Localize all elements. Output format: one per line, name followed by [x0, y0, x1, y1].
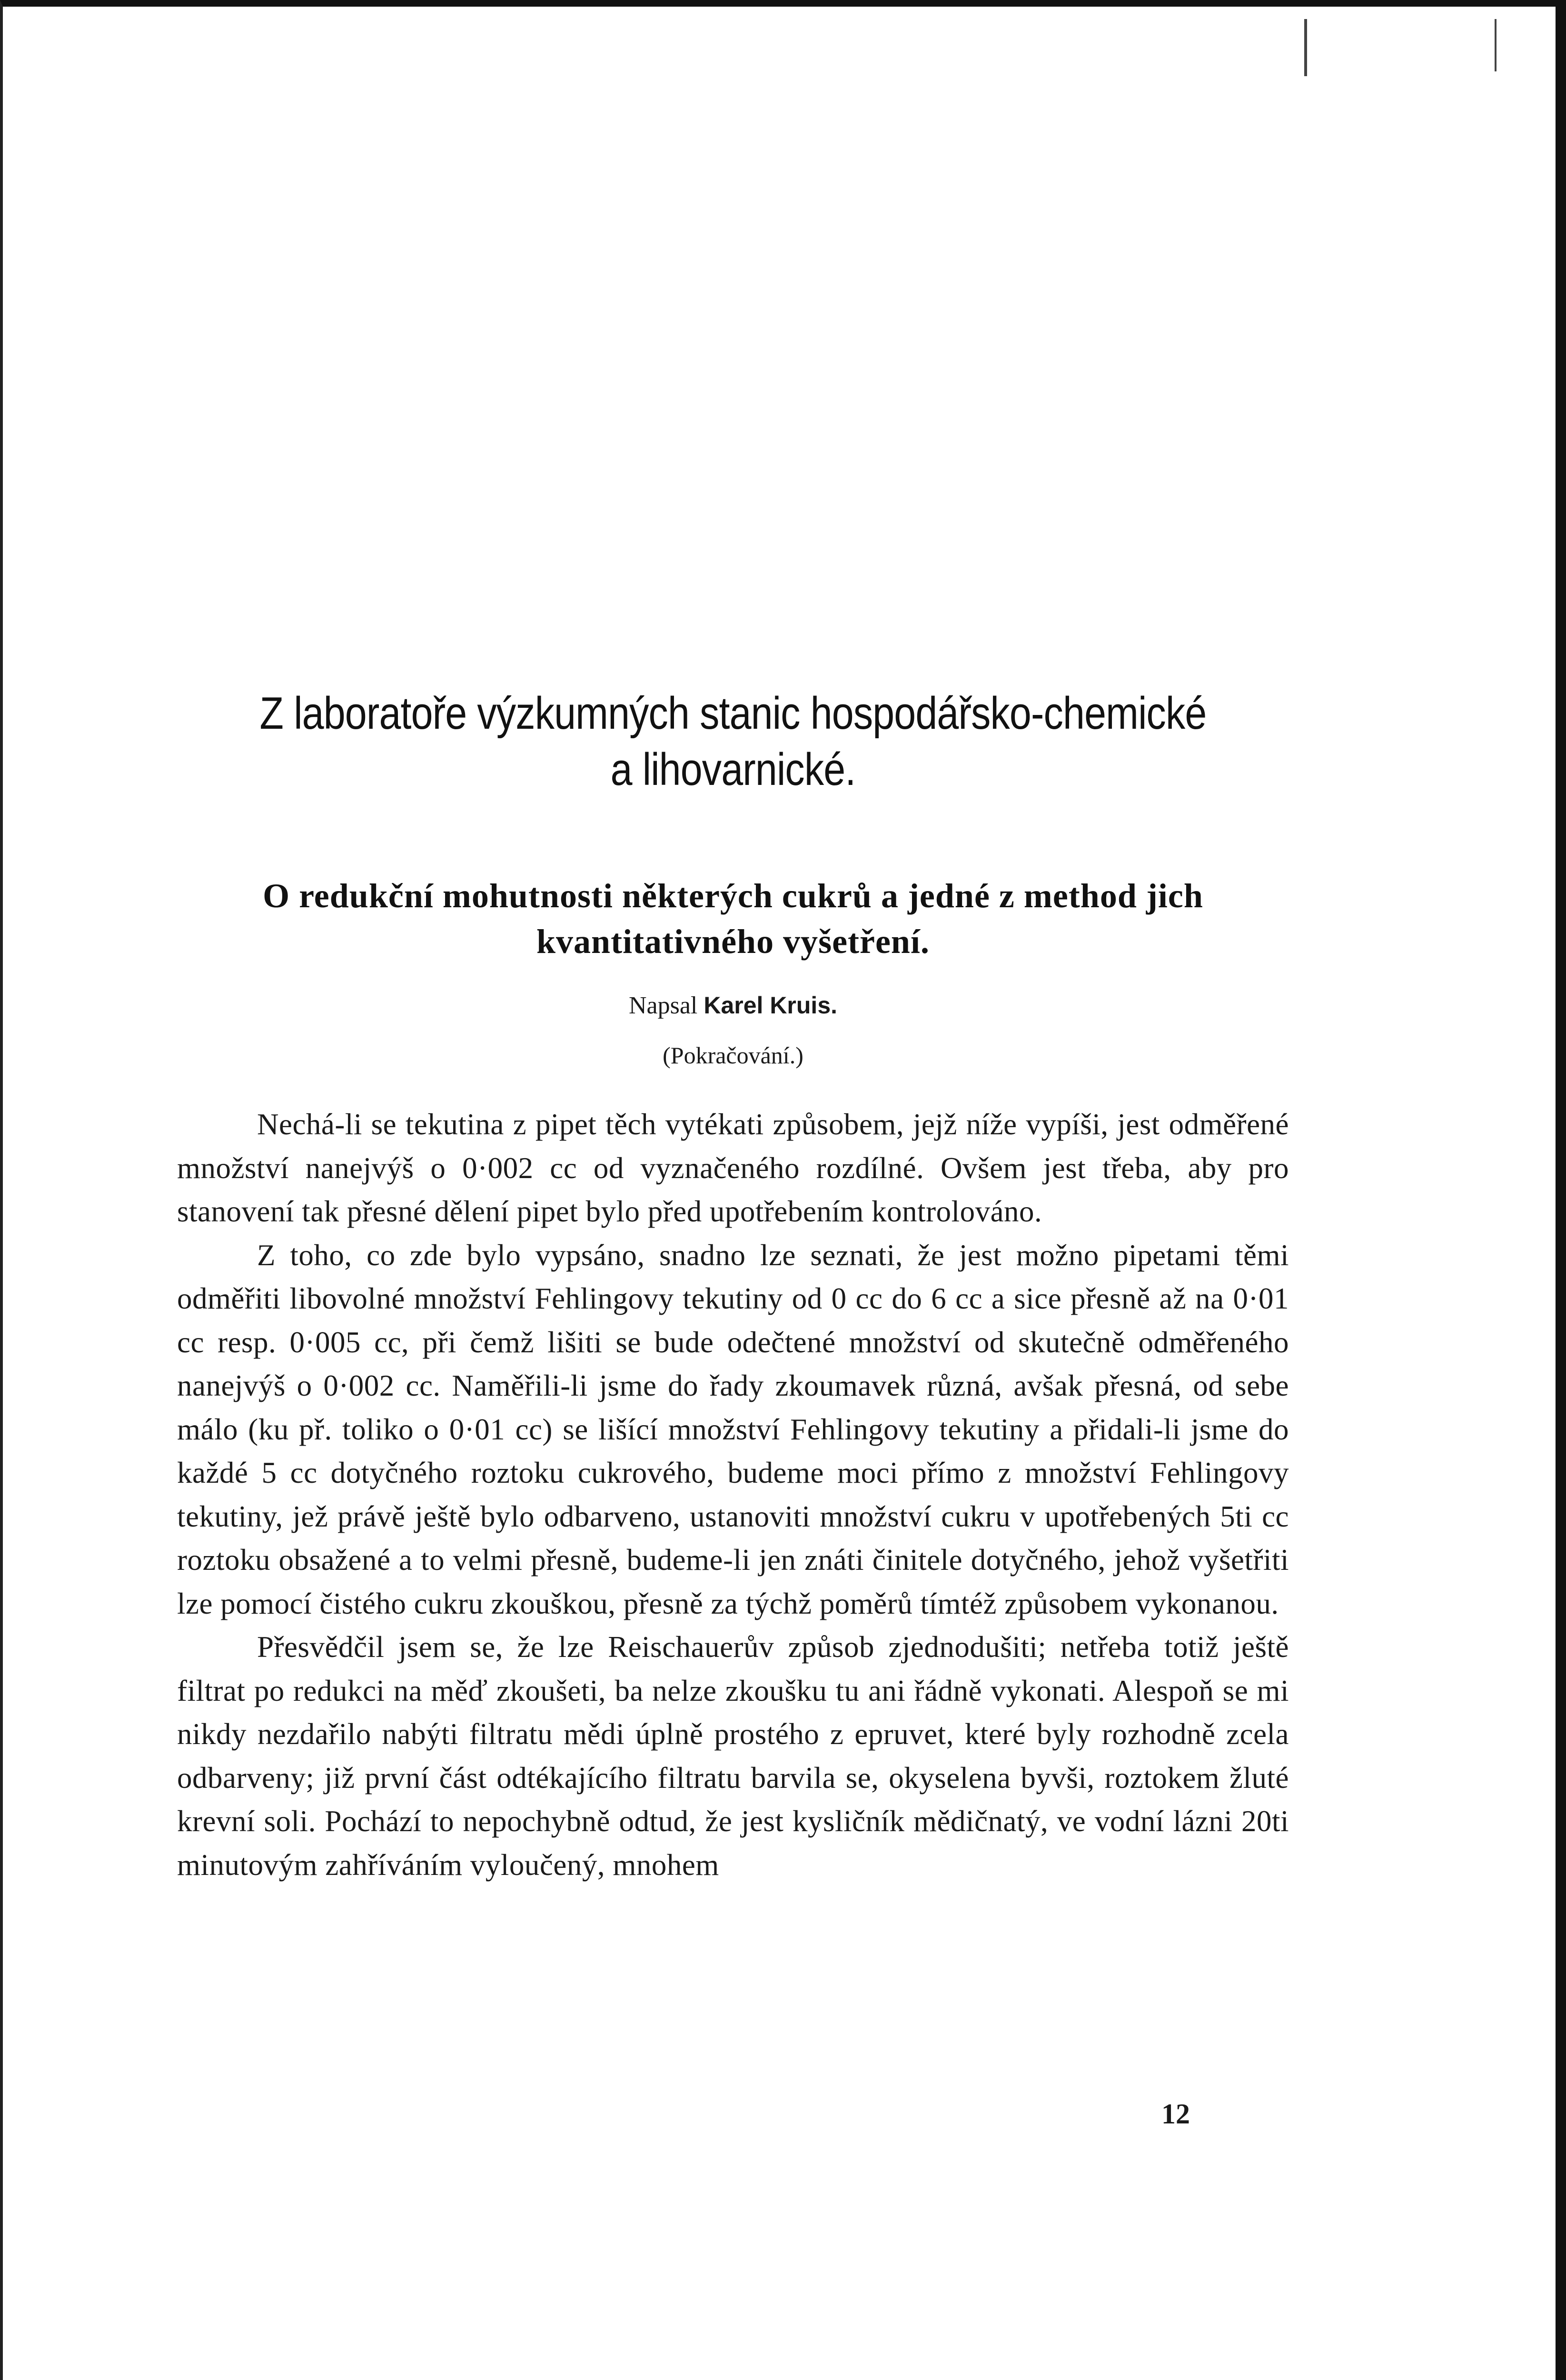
paragraph: Nechá-li se tekutina z pipet těch vytékati způsobem, jejž níže vypíši, jest odměřené množství nanejvýš o 0·002 cc od vyznačeného rozdílné. Ovšem jest třeba, aby pro stanovení tak přesné dělení pipet bylo před upotřebením kontrolováno. [177, 1108, 1289, 1228]
scan-artifact-mark [1495, 19, 1497, 71]
paragraph: Přesvědčil jsem se, že lze Reischauerův způsob zjednodušiti; netřeba totiž ještě filtrat po redukci na měď zkoušeti, ba nelze zkoušku tu ani řádně vykonati. Alespoň se mi nikdy nezdařilo nabýti filtratu mědi úplně prostého z epruvet, které byly rozhodně zcela odbarveny; již první část odtékajícího filtratu barvila se, okyselena byvši, roztokem žluté krevní soli. Pochází to nepochybně odtud, že jest kysličník mědičnatý, ve vodní lázni 20ti minutovým zahříváním vyloučený, mnohem [177, 1630, 1289, 1882]
title-line-2: a lihovarnické. [610, 744, 856, 795]
subtitle-line-1: O redukční mohutnosti některých cukrů a jedné z method jich [263, 877, 1203, 915]
article-subtitle [177, 873, 1289, 964]
document-page [177, 685, 1289, 1887]
page-number: 12 [1161, 2098, 1190, 2130]
author-line [177, 990, 1289, 1021]
article-title [255, 685, 1211, 798]
author-name: Karel Kruis. [704, 992, 838, 1019]
paragraph: Z toho, co zde bylo vypsáno, snadno lze seznati, že jest možno pipetami těmi odměřiti libovolné množství Fehlingovy tekutiny od 0 cc do 6 cc a sice přesně až na 0·01 cc resp. 0·005 cc, při čemž lišiti se bude odečtené množství od skutečně odměřeného nanejvýš o 0·002 cc. Naměřili-li jsme do řady zkoumavek různá, avšak přesná, od sebe málo (ku př. toliko o 0·01 cc) se lišící množství Fehlingovy tekutiny a přidali-li jsme do každé 5 cc dotyčného roztoku cukrového, budeme moci přímo z množství Fehlingovy tekutiny, jež právě ještě bylo odbarveno, ustanoviti množství cukru v upotřebených 5ti cc roztoku obsažené a to velmi přesně, budeme-li jen znáti činitele dotyčného, jehož vyšetřiti lze pomocí čistého cukru zkouškou, přesně za týchž poměrů tímtéž způsobem vykonanou. [177, 1238, 1289, 1620]
subtitle-line-2: kvantitativného vyšetření. [536, 922, 930, 961]
continuation-note: (Pokračování.) [663, 1042, 803, 1069]
author-prefix: Napsal [628, 992, 698, 1019]
scan-artifact-mark [1304, 19, 1307, 76]
title-line-1: Z laboratoře výzkumných stanic hospodářsko-chemické [259, 688, 1207, 739]
article-body [177, 1103, 1289, 1887]
